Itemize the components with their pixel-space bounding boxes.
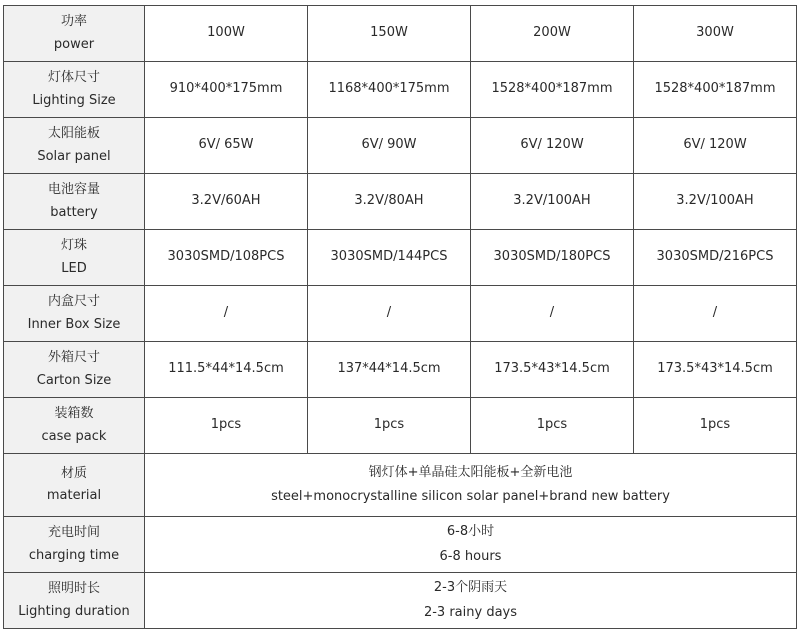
value-cn: 钢灯体+单晶硅太阳能板+全新电池 — [368, 464, 573, 480]
model-header-cell: 300W — [634, 6, 797, 62]
model-header-cell: 100W — [145, 6, 308, 62]
value-en: steel+monocrystalline silicon solar panel+brand new battery — [271, 489, 670, 504]
spec-cell: / — [634, 286, 797, 342]
spec-row-material — [4, 454, 797, 517]
row-label — [4, 573, 145, 629]
spec-cell: 1pcs — [471, 398, 634, 454]
label-cn: 材质 — [60, 465, 87, 481]
label-en: Inner Box Size — [27, 316, 121, 332]
row-label-power — [4, 6, 145, 62]
spec-cell: 6V/ 65W — [145, 118, 308, 174]
spec-row-battery — [4, 174, 797, 230]
header-row — [4, 6, 797, 62]
spec-row-lighting-duration — [4, 573, 797, 629]
label-cn: 电池容量 — [47, 182, 100, 198]
label-en: LED — [61, 260, 87, 276]
row-label — [4, 398, 145, 454]
row-label — [4, 230, 145, 286]
merged-value-cell — [145, 454, 797, 517]
row-label — [4, 454, 145, 517]
spec-cell: 3.2V/100AH — [471, 174, 634, 230]
spec-cell: 173.5*43*14.5cm — [471, 342, 634, 398]
spec-cell: 1pcs — [634, 398, 797, 454]
label-cn: 充电时间 — [47, 525, 100, 541]
row-label — [4, 517, 145, 573]
label-en: material — [46, 488, 102, 503]
value-cn: 2-3个阴雨天 — [433, 580, 508, 596]
merged-value-cell — [145, 573, 797, 629]
spec-cell: 3.2V/100AH — [634, 174, 797, 230]
label-cn: 外箱尺寸 — [47, 350, 100, 366]
spec-row-case-pack — [4, 398, 797, 454]
spec-row-led — [4, 230, 797, 286]
label-en: charging time — [28, 547, 120, 563]
spec-cell: 6V/ 120W — [634, 118, 797, 174]
spec-cell: 173.5*43*14.5cm — [634, 342, 797, 398]
model-header-cell: 200W — [471, 6, 634, 62]
label-en: battery — [50, 204, 98, 220]
label-en: Carton Size — [36, 372, 112, 388]
spec-table — [3, 5, 797, 629]
label-en: case pack — [41, 428, 107, 444]
label-en: Solar panel — [37, 148, 111, 164]
spec-row-lighting-size — [4, 62, 797, 118]
spec-cell: 3030SMD/180PCS — [471, 230, 634, 286]
model-header-cell: 150W — [308, 6, 471, 62]
spec-row-charging-time — [4, 517, 797, 573]
spec-cell: 1168*400*175mm — [308, 62, 471, 118]
spec-row-solar-panel — [4, 118, 797, 174]
spec-cell: 6V/ 90W — [308, 118, 471, 174]
label-en: Lighting Size — [32, 92, 116, 108]
spec-cell: 1528*400*187mm — [634, 62, 797, 118]
spec-cell: 111.5*44*14.5cm — [145, 342, 308, 398]
spec-row-carton-size — [4, 342, 797, 398]
spec-cell: 3.2V/80AH — [308, 174, 471, 230]
label-cn: 内盒尺寸 — [47, 294, 100, 310]
spec-cell: 3.2V/60AH — [145, 174, 308, 230]
row-label — [4, 118, 145, 174]
spec-row-inner-box — [4, 286, 797, 342]
label-cn: 装箱数 — [54, 406, 94, 422]
spec-cell: 1528*400*187mm — [471, 62, 634, 118]
label-cn: 照明时长 — [47, 581, 100, 597]
label-en: power — [53, 36, 95, 52]
value-en: 2-3 rainy days — [423, 604, 518, 620]
value-en: 6-8 hours — [439, 548, 502, 564]
spec-cell: 1pcs — [145, 398, 308, 454]
label-cn: 灯体尺寸 — [47, 70, 100, 86]
spec-cell: 910*400*175mm — [145, 62, 308, 118]
row-label — [4, 62, 145, 118]
merged-value-cell — [145, 517, 797, 573]
spec-cell: 137*44*14.5cm — [308, 342, 471, 398]
spec-cell: 3030SMD/216PCS — [634, 230, 797, 286]
spec-cell: 3030SMD/144PCS — [308, 230, 471, 286]
value-cn: 6-8小时 — [446, 524, 495, 540]
spec-cell: / — [471, 286, 634, 342]
spec-cell: 1pcs — [308, 398, 471, 454]
spec-cell: / — [308, 286, 471, 342]
label-cn: 太阳能板 — [47, 126, 100, 142]
spec-cell: 6V/ 120W — [471, 118, 634, 174]
label-cn: 功率 — [60, 14, 87, 30]
label-en: Lighting duration — [18, 603, 130, 619]
row-label — [4, 174, 145, 230]
row-label — [4, 342, 145, 398]
row-label — [4, 286, 145, 342]
spec-cell: / — [145, 286, 308, 342]
label-cn: 灯珠 — [60, 238, 87, 254]
spec-cell: 3030SMD/108PCS — [145, 230, 308, 286]
